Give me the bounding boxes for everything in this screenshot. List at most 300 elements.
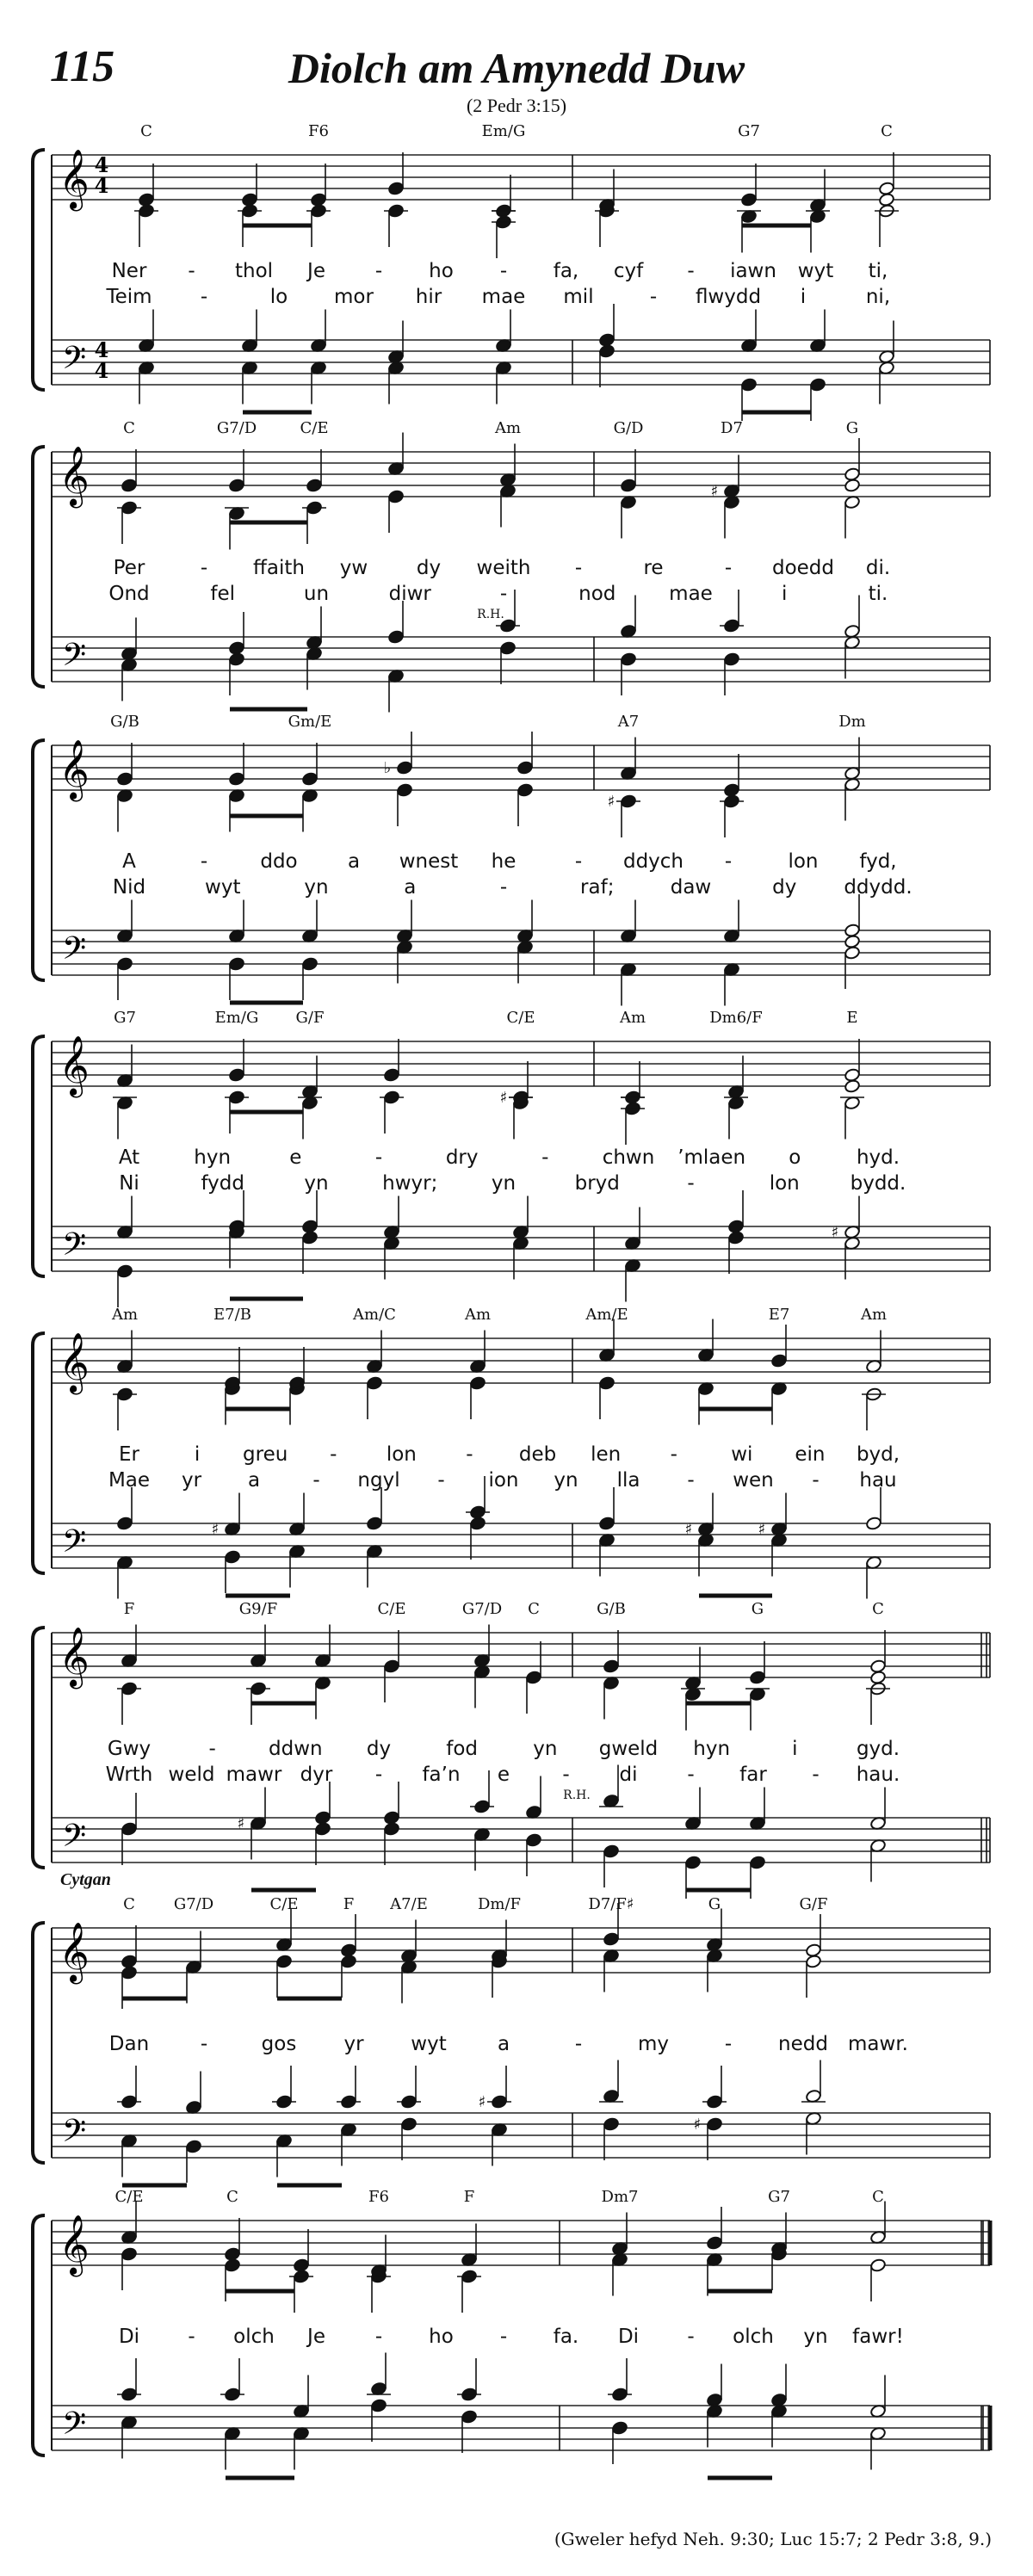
right-hand-mark: R.H. [563,1788,591,1802]
treble-note [301,772,318,787]
chord-symbol: G [845,419,859,437]
lyric-verse-2: - [312,1469,320,1492]
lyric-verse-2: yn [304,1172,329,1195]
lyric-verse-2: Nid [112,876,146,899]
lyric-verse-1: mawr. [848,2033,908,2055]
lyric-verse-1: Dan [108,2033,150,2055]
chord-symbol: Am/C [353,1306,396,1324]
lyric-verse-1: a [347,850,361,873]
lyric-verse-1: A [122,850,136,873]
lyric-verse-1: Er [119,1443,139,1466]
lyric-verse-2: ngyl [357,1469,400,1492]
treble-note [224,2247,240,2262]
bass-note [620,652,636,667]
bass-clef: 𝄢 [61,930,87,974]
bass-note [706,2117,722,2132]
treble-note [844,1068,860,1083]
lyric-verse-2: - [499,876,508,899]
lyric-verse-1: gos [261,2033,297,2055]
lyric-verse-2: hau. [856,1764,900,1786]
bass-note [461,2410,477,2425]
lyric-verse-2: yr [181,1469,202,1492]
lyric-verse-1: di. [865,557,891,579]
lyric-verse-1: Per [113,557,145,579]
lyric-verse-1: ein [795,1443,826,1466]
lyric-verse-1: Di [617,2326,640,2348]
lyric-verse-1: - [374,2326,383,2348]
treble-note [228,479,244,493]
lyric-verse-2: fel [210,583,236,605]
treble-note [740,193,757,207]
system-5 [33,1319,990,1599]
system-8 [33,2202,990,2479]
lyric-verse-1: Di [118,2326,140,2348]
bass-clef: 𝄢 [61,2113,87,2157]
treble-note [598,1376,615,1391]
lyric-verse-1: i [792,1738,798,1760]
chord-symbol: E7 [768,1306,790,1324]
chord-symbol: G [708,1895,721,1913]
lyric-verse-1: nedd [778,2033,828,2055]
lyric-verse-1: - [188,260,195,282]
treble-note [620,479,636,493]
chord-symbol: G7/D [461,1600,503,1618]
lyric-verse-1: - [200,2033,208,2055]
lyric-verse-1: - [724,557,733,579]
right-hand-mark: R.H. [477,608,504,621]
system-bracket [33,1036,45,1276]
lyric-verse-1: yn [533,1738,558,1760]
lyric-verse-1: - [687,260,695,282]
lyric-verse-1: lon [788,850,819,873]
system-bracket [33,150,45,390]
bass-note [224,1550,240,1565]
lyric-verse-2: weld [168,1764,215,1786]
lyric-verse-1: weith [476,557,531,579]
lyric-verse-2: fa’n [422,1764,461,1786]
lyric-verse-1: - [499,2326,508,2348]
bass-note [121,1822,137,1837]
lyric-verse-1: - [724,850,733,873]
chord-symbol: F6 [308,122,329,140]
bass-note [684,1856,701,1870]
lyric-verse-2: a [247,1469,261,1492]
lyric-verse-2: a [404,876,417,899]
treble-clef: 𝄞 [59,1035,90,1096]
lyric-verse-2: dy [772,876,797,899]
chord-symbol: C/E [377,1600,406,1618]
lyric-verse-1: - [574,850,583,873]
lyric-verse-2: Ni [119,1172,139,1195]
treble-clef: 𝄞 [59,1922,90,1982]
bass-note [723,652,739,667]
treble-note [306,479,322,493]
sharp-sign: ♯ [684,1520,693,1539]
sharp-sign: ♯ [758,1520,766,1539]
lyric-verse-2: - [649,286,658,308]
lyric-verse-2: yn [491,1172,516,1195]
lyric-verse-1: fawr! [852,2326,904,2348]
lyric-verse-1: cyf [613,260,644,282]
treble-clef: 𝄞 [59,1332,90,1393]
lyric-verse-1: ffaith [253,557,305,579]
lyric-verse-1: fa. [553,2326,579,2348]
system-bracket [33,1628,45,1868]
lyric-verse-2: far [739,1764,767,1786]
bass-note [387,630,404,645]
chord-symbol: A7/E [390,1895,428,1913]
treble-note [706,2236,722,2251]
chord-symbol: Am [464,1306,492,1324]
bass-note [301,957,318,972]
treble-note [275,1955,292,1969]
bass-clef: 𝄢 [61,1818,87,1862]
chord-symbol: C/E [269,1895,299,1913]
lyric-verse-1: len [591,1443,622,1466]
lyric-verse-1: i [194,1443,201,1466]
treble-note [310,193,326,207]
lyric-verse-2: mil [563,286,594,308]
lyric-verse-1: dy [416,557,442,579]
chord-symbol: C [528,1600,540,1618]
lyric-verse-2: bryd [574,1172,620,1195]
treble-note [396,761,412,775]
bass-note [499,641,516,656]
treble-note [121,2247,137,2262]
lyric-verse-1: wyt [797,260,834,282]
system-7 [33,1903,990,2185]
lyric-verse-1: - [200,557,208,579]
chord-symbol: Em/G [481,122,526,140]
lyric-verse-2: fydd [201,1172,245,1195]
lyric-verse-2: - [562,1764,570,1786]
lyric-verse-1: - [541,1146,549,1169]
lyric-verse-2: di [619,1764,638,1786]
bass-note [366,1517,382,1531]
lyric-verse-1: re [643,557,664,579]
lyric-verse-1: yr [343,2033,364,2055]
treble-note [869,2258,886,2273]
time-signature-top: 4 [94,152,109,177]
flat-sign: ♭ [383,759,392,777]
treble-note [525,1671,541,1685]
lyric-verse-2: ni, [865,286,891,308]
treble-clef: 𝄞 [59,149,90,209]
bass-note [598,1517,615,1531]
treble-note [121,479,137,493]
lyric-verse-1: ddych [622,850,684,873]
treble-note [396,783,412,798]
lyric-verse-2: i [800,286,807,308]
lyric-verse-1: - [574,557,583,579]
lyric-verse-1: hyn [194,1146,232,1169]
treble-note [749,1671,765,1685]
lyric-verse-1: ho [429,2326,454,2348]
chord-symbol: Dm [838,713,866,731]
treble-note [228,772,244,787]
lyric-verse-1: - [330,1443,337,1466]
lyric-verse-1: gweld [598,1738,659,1760]
chord-symbol: G7/D [173,1895,214,1913]
lyric-verse-2: mae [481,286,526,308]
treble-clef: 𝄞 [59,1627,90,1687]
lyric-verse-1: fod [446,1738,479,1760]
lyric-verse-2: - [687,1469,695,1492]
chord-symbol: F [123,1600,135,1618]
bass-note [228,957,244,972]
bass-note [809,378,826,392]
lyric-verse-2: mawr [226,1764,282,1786]
bass-note [603,2117,619,2132]
bass-note [740,378,757,392]
chord-symbol: C [123,419,135,437]
lyric-verse-1: ti, [868,260,888,282]
treble-clef: 𝄞 [59,446,90,506]
lyric-verse-1: o [789,1146,801,1169]
bass-note [400,2117,417,2132]
system-bracket [33,1333,45,1573]
sharp-sign: ♯ [211,1520,220,1539]
treble-note [383,1659,399,1674]
bass-note [844,924,860,938]
lyric-verse-1: fyd, [859,850,897,873]
lyric-verse-2: ti. [868,583,888,605]
treble-note [516,783,533,798]
chord-symbol: F6 [368,2188,389,2206]
bass-note [727,1220,744,1234]
lyric-verse-2: daw [670,876,712,899]
lyric-verse-1: Gwy [107,1738,152,1760]
chord-symbol: Em/G [214,1009,259,1027]
sharp-sign: ♯ [710,482,719,501]
lyric-verse-2: - [687,1764,695,1786]
lyric-verse-1: - [724,2033,733,2055]
system-bracket [33,2215,45,2456]
lyric-verse-1: - [574,2033,583,2055]
lyric-verse-2: Ond [108,583,150,605]
chord-symbol: Am [619,1009,646,1027]
lyric-verse-2: hwyr; [382,1172,438,1195]
lyric-verse-2: - [499,583,508,605]
lyric-verse-2: un [303,583,330,605]
lyric-verse-1: lon [386,1443,417,1466]
chord-symbol: D7/F♯ [588,1895,634,1913]
lyric-verse-2: hir [415,286,442,308]
lyric-verse-1: dy [366,1738,392,1760]
lyric-verse-1: - [208,1738,216,1760]
lyric-verse-1: ddwn [269,1738,323,1760]
lyric-verse-1: hyn [693,1738,731,1760]
treble-note [366,1376,382,1391]
hymn-number: 115 [50,42,115,91]
treble-note [383,1068,399,1083]
treble-note [603,1932,619,1947]
bass-note [749,1856,765,1870]
lyric-verse-1: dry [445,1146,479,1169]
chord-symbol: Gm/E [288,713,332,731]
lyric-verse-2: wyt [205,876,241,899]
chord-symbol: G9/F [238,1600,278,1618]
lyric-verse-1: - [374,1146,383,1169]
time-signature-bottom: 4 [94,358,109,383]
treble-note [469,1376,486,1391]
chord-symbol: G [751,1600,764,1618]
bass-note [525,1833,541,1848]
chord-symbol: C [226,2188,238,2206]
lyric-verse-2: lon [769,1172,800,1195]
lyric-verse-2: Wrth [105,1764,153,1786]
treble-note [138,193,154,207]
bass-note [116,1517,133,1531]
chord-symbol: C [872,2188,884,2206]
sharp-sign: ♯ [831,1223,839,1242]
bass-note [865,1517,881,1531]
lyric-verse-1: ho [429,260,454,282]
lyric-verse-1: wnest [399,850,459,873]
bass-note [598,333,615,348]
bass-clef: 𝄢 [61,2406,87,2449]
chord-symbol: G7 [768,2188,790,2206]
treble-note [603,1659,619,1674]
lyric-verse-2: hau [859,1469,897,1492]
lyric-verse-2: - [374,1764,383,1786]
chord-symbol: Am [494,419,522,437]
scripture-reference: (2 Pedr 3:15) [466,95,567,116]
chord-symbol: G/F [295,1009,325,1027]
lyric-verse-2: mae [669,583,713,605]
lyric-verse-2: i [782,583,788,605]
bass-note [603,1844,619,1859]
bass-note [383,1811,399,1825]
chord-symbol: E7/B [213,1306,251,1324]
chord-symbol: Dm7 [601,2188,639,2206]
lyric-verse-2: yn [304,876,329,899]
lyric-verse-1: - [374,260,383,282]
chord-symbol: C/E [114,2188,144,2206]
bass-note [116,957,133,972]
treble-note [770,1354,787,1368]
lyric-verse-2: lo [269,286,288,308]
lyric-verse-1: At [118,1146,140,1169]
chord-symbol: G7/D [216,419,257,437]
treble-note [878,182,894,196]
sharp-sign: ♯ [607,793,615,811]
treble-note [723,783,739,798]
lyric-verse-2: nod [578,583,616,605]
chord-symbol: G7 [738,122,760,140]
chord-symbol: A7 [617,713,640,731]
treble-clef: 𝄞 [59,2215,90,2275]
bass-note [116,1264,133,1279]
chord-symbol: G/F [799,1895,828,1913]
treble-note [116,772,133,787]
lyric-verse-1: - [670,1443,677,1466]
lyric-verse-1: iawn [730,260,776,282]
treble-note [293,2258,309,2273]
chord-symbol: G/B [597,1600,626,1618]
lyric-verse-2: - [812,1469,820,1492]
lyric-verse-1: a [497,2033,510,2055]
lyric-verse-1: greu [243,1443,288,1466]
chord-symbol: E [846,1009,858,1027]
lyric-verse-2: dyr [300,1764,333,1786]
lyric-verse-2: diwr [388,583,431,605]
sharp-sign: ♯ [499,1089,508,1107]
lyric-verse-1: gyd. [856,1738,900,1760]
lyric-verse-2: ion [488,1469,519,1492]
lyric-verse-2: raf; [580,876,615,899]
lyric-verse-1: he [491,850,516,873]
treble-note [516,761,533,775]
chord-symbol: C/E [300,419,329,437]
chord-symbol: D7 [721,419,743,437]
lyric-verse-2: lla [616,1469,640,1492]
lyric-verse-1: - [687,2326,695,2348]
chord-symbol: G/D [613,419,644,437]
treble-note [387,490,404,504]
sharp-sign: ♯ [693,2116,702,2134]
lyric-verse-1: wyt [411,2033,447,2055]
bass-note [611,2421,628,2436]
lyric-verse-1: fa, [553,260,579,282]
lyric-verse-2: - [437,1469,445,1492]
lyric-verse-1: olch [233,2326,275,2348]
chord-symbol: G/B [110,713,139,731]
lyric-verse-1: wi [731,1443,753,1466]
lyric-verse-1: ddo [260,850,298,873]
bass-clef: 𝄢 [61,1523,87,1567]
chord-symbol: C [881,122,893,140]
lyric-verse-1: yn [803,2326,828,2348]
treble-note [228,1068,244,1083]
lyric-verse-1: - [466,1443,473,1466]
chord-symbol: G7 [114,1009,136,1027]
lyric-verse-1: olch [733,2326,774,2348]
bass-clef: 𝄢 [61,340,87,384]
chord-symbol: C [123,1895,135,1913]
treble-note [844,467,860,482]
section-label: Cytgan [60,1870,111,1889]
bass-clef: 𝄢 [61,1226,87,1270]
lyric-verse-1: Ner [111,260,147,282]
lyric-verse-1: Je [307,2326,325,2348]
treble-note [805,1943,821,1958]
chord-symbol: Am/E [585,1306,628,1324]
chord-symbol: Dm6/F [709,1009,763,1027]
time-signature-bottom: 4 [94,173,109,198]
lyric-verse-1: thol [234,260,274,282]
lyric-verse-1: e [289,1146,302,1169]
bass-note [185,2140,201,2154]
lyric-verse-1: yw [339,557,368,579]
lyric-verse-1: my [637,2033,670,2055]
chord-symbol: C [872,1600,884,1618]
lyric-verse-1: - [188,2326,195,2348]
hymn-title: Diolch am Amynedd Duw [288,44,745,92]
lyric-verse-1: deb [518,1443,557,1466]
treble-note [241,193,257,207]
lyric-verse-1: hyd. [856,1146,900,1169]
lyric-verse-2: ddydd. [844,876,912,899]
chord-symbol: C [140,122,152,140]
system-bracket [33,447,45,687]
bass-clef: 𝄢 [61,637,87,681]
lyric-verse-2: - [812,1764,820,1786]
time-signature-top: 4 [94,337,109,362]
treble-note [340,1955,356,1969]
lyric-verse-1: - [499,260,508,282]
lyric-verse-2: - [687,1172,695,1195]
